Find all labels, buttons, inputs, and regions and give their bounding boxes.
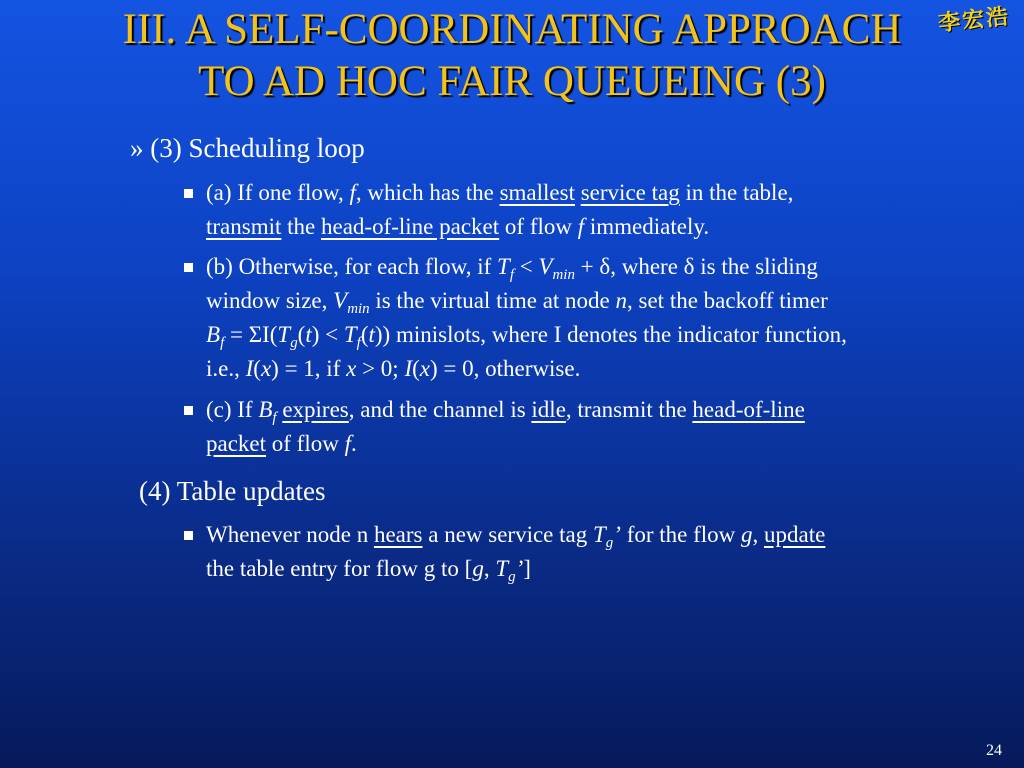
text-fragment: immediately.: [584, 214, 710, 239]
text-fragment: (a) If one flow,: [206, 180, 350, 205]
section-3-heading: [130, 131, 365, 165]
bullet-square-icon: [184, 189, 193, 198]
underlined-term: packet: [206, 431, 267, 456]
underlined-term: smallest: [499, 180, 575, 205]
title-line-2: TO AD HOC FAIR QUEUEING (3): [198, 58, 826, 105]
text-fragment: , and the channel is: [348, 397, 532, 422]
text-fragment: ,: [483, 556, 496, 581]
title-line-1: III. A SELF-COORDINATING APPROACH: [122, 6, 902, 53]
text-fragment: of flow: [499, 214, 578, 239]
math-symbol: I: [245, 356, 254, 381]
math-symbol: g: [741, 522, 753, 547]
bullet-square-icon: [184, 531, 193, 540]
math-symbol: V: [538, 254, 553, 279]
text-fragment: (: [253, 356, 261, 381]
text-fragment: the table entry for flow g to [: [206, 556, 473, 581]
text-fragment: , which has the: [355, 180, 500, 205]
bullet-item-b: [206, 250, 1006, 386]
underlined-term: hears: [373, 522, 423, 547]
underlined-term: head-of-line: [692, 397, 805, 422]
text-fragment: of flow: [266, 431, 345, 456]
subscript: [508, 569, 515, 585]
math-symbol: B: [258, 397, 273, 422]
text-fragment: in the table,: [679, 180, 794, 205]
math-symbol: V: [333, 288, 348, 313]
underlined-term: expires: [282, 397, 349, 422]
math-symbol: n: [615, 288, 628, 313]
text-fragment: > 0;: [356, 356, 405, 381]
text-fragment: (: [412, 356, 420, 381]
text-fragment: i.e.,: [206, 356, 246, 381]
math-symbol: g: [290, 335, 298, 352]
math-symbol: f: [356, 335, 361, 352]
math-symbol: ’: [515, 556, 524, 581]
page-number: 24: [986, 742, 1002, 759]
math-symbol: B: [206, 322, 221, 347]
math-symbol: T: [343, 322, 357, 347]
underlined-term: service tag: [580, 180, 680, 205]
math-symbol: g: [472, 556, 484, 581]
bullet-square-icon: [184, 406, 193, 415]
text-fragment: , set the backoff timer: [627, 288, 828, 313]
math-symbol: min: [552, 267, 575, 284]
text-fragment: = ΣI(: [224, 322, 278, 347]
section-3-label: (3) Scheduling loop: [150, 133, 365, 163]
text-fragment: (b) Otherwise, for each flow, if: [206, 254, 498, 279]
math-symbol: g: [508, 569, 516, 586]
text-fragment: <: [513, 254, 539, 279]
math-symbol: T: [495, 556, 509, 581]
text-fragment: for the flow: [620, 522, 742, 547]
section-marker: »: [130, 133, 144, 163]
math-symbol: min: [347, 301, 370, 318]
underlined-term: transmit: [206, 214, 282, 239]
text-fragment: window size,: [206, 288, 334, 313]
text-fragment: is the virtual time at node: [369, 288, 616, 313]
signature: 李宏浩: [937, 4, 1012, 37]
bullet-item-table-update: [206, 518, 1006, 586]
text-fragment: ) = 1, if: [271, 356, 347, 381]
bullet-item-a: [206, 176, 1006, 244]
subscript: [290, 335, 297, 351]
math-symbol: x: [346, 356, 357, 381]
text-fragment: Whenever node n: [206, 522, 374, 547]
text-fragment: (c) If: [206, 397, 259, 422]
text-fragment: the: [281, 214, 321, 239]
math-symbol: x: [260, 356, 272, 381]
underlined-term: idle: [531, 397, 566, 422]
text-fragment: (: [360, 322, 369, 347]
math-symbol: f: [349, 180, 356, 205]
subscript: [553, 267, 575, 283]
math-symbol: f: [220, 335, 225, 352]
text-fragment: .: [350, 431, 357, 456]
math-symbol: ’: [613, 522, 621, 547]
math-symbol: f: [509, 267, 514, 284]
text-fragment: + δ, where δ is the sliding: [574, 254, 818, 279]
math-symbol: f: [344, 431, 351, 456]
math-symbol: f: [577, 214, 585, 239]
text-fragment: (: [297, 322, 306, 347]
title: [0, 4, 1024, 108]
text-fragment: ,: [752, 522, 765, 547]
underlined-term: update: [764, 522, 826, 547]
subscript: [347, 301, 369, 317]
text-fragment: ) <: [311, 322, 344, 347]
math-symbol: x: [419, 356, 431, 381]
math-symbol: t: [305, 322, 312, 347]
text-fragment: ) = 0, otherwise.: [430, 356, 581, 381]
text-fragment: , transmit the: [565, 397, 693, 422]
math-symbol: T: [497, 254, 510, 279]
text-fragment: ]: [523, 556, 531, 581]
math-symbol: T: [593, 522, 606, 547]
bullet-item-c: [206, 393, 1006, 461]
text-fragment: )) minislots, where I denotes the indicator function,: [374, 322, 847, 347]
math-symbol: T: [277, 322, 291, 347]
text-fragment: a new service tag: [422, 522, 593, 547]
math-symbol: I: [404, 356, 413, 381]
math-symbol: f: [272, 410, 277, 427]
math-symbol: g: [605, 535, 614, 552]
underlined-term: head-of-line packet: [321, 214, 500, 239]
math-symbol: t: [368, 322, 375, 347]
bullet-square-icon: [184, 263, 193, 272]
section-4-heading: (4) Table updates: [139, 476, 326, 506]
subscript: [272, 410, 276, 426]
